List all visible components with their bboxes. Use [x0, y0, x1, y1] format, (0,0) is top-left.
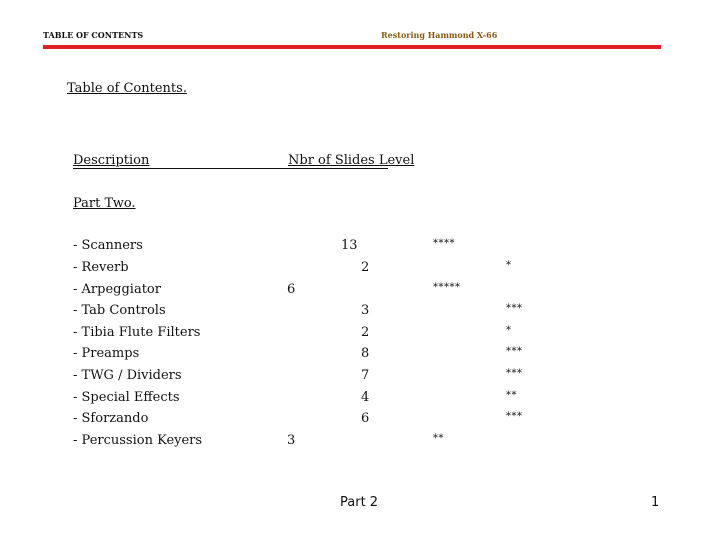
toc-row-slide-count: 3: [361, 303, 370, 318]
toc-row-label: - Sforzando: [73, 411, 149, 426]
toc-row-slide-count: 13: [341, 238, 358, 253]
toc-row-level: **: [506, 390, 517, 401]
toc-row-level: ***: [506, 303, 523, 314]
footer-section-label: Part 2: [340, 495, 379, 510]
toc-row: [0, 303, 720, 323]
toc-row-slide-count: 3: [287, 433, 296, 448]
toc-row-slide-count: 6: [361, 411, 370, 426]
page-number: 1: [651, 495, 660, 510]
toc-row: [0, 368, 720, 388]
toc-row-label: - Reverb: [73, 260, 129, 275]
toc-row-slide-count: 6: [287, 282, 296, 297]
toc-row-level: *****: [433, 282, 461, 293]
header-rule: [43, 45, 661, 49]
page-title: Table of Contents.: [67, 81, 187, 96]
column-header-underline: [73, 168, 388, 169]
toc-row-level: ***: [506, 346, 523, 357]
toc-row-label: - Scanners: [73, 238, 143, 253]
toc-row: [0, 238, 720, 258]
toc-row-level: *: [506, 260, 512, 271]
toc-row: [0, 282, 720, 302]
toc-row-label: - Preamps: [73, 346, 140, 361]
column-header-slides-level: Nbr of Slides Level: [288, 153, 415, 168]
toc-row-level: ****: [433, 238, 455, 249]
toc-row-label: - Special Effects: [73, 390, 180, 405]
toc-row-level: *: [506, 325, 512, 336]
toc-row-slide-count: 4: [361, 390, 370, 405]
toc-row-label: - Tibia Flute Filters: [73, 325, 201, 340]
toc-row-level: **: [433, 433, 444, 444]
toc-row-label: - TWG / Dividers: [73, 368, 182, 383]
toc-row: [0, 433, 720, 453]
toc-row-level: ***: [506, 368, 523, 379]
toc-row-slide-count: 7: [361, 368, 370, 383]
toc-row-label: - Tab Controls: [73, 303, 166, 318]
toc-row-slide-count: 2: [361, 325, 370, 340]
toc-row: [0, 346, 720, 366]
header-left: TABLE OF CONTENTS: [43, 30, 144, 40]
toc-row-level: ***: [506, 411, 523, 422]
column-header-description: Description: [73, 153, 150, 168]
toc-row: [0, 411, 720, 431]
section-heading: Part Two.: [73, 196, 136, 211]
header-right: Restoring Hammond X-66: [381, 30, 498, 40]
toc-row: [0, 325, 720, 345]
toc-row-label: - Percussion Keyers: [73, 433, 203, 448]
toc-row: [0, 390, 720, 410]
toc-row: [0, 260, 720, 280]
toc-row-label: - Arpeggiator: [73, 282, 161, 297]
toc-row-slide-count: 8: [361, 346, 370, 361]
toc-row-slide-count: 2: [361, 260, 370, 275]
